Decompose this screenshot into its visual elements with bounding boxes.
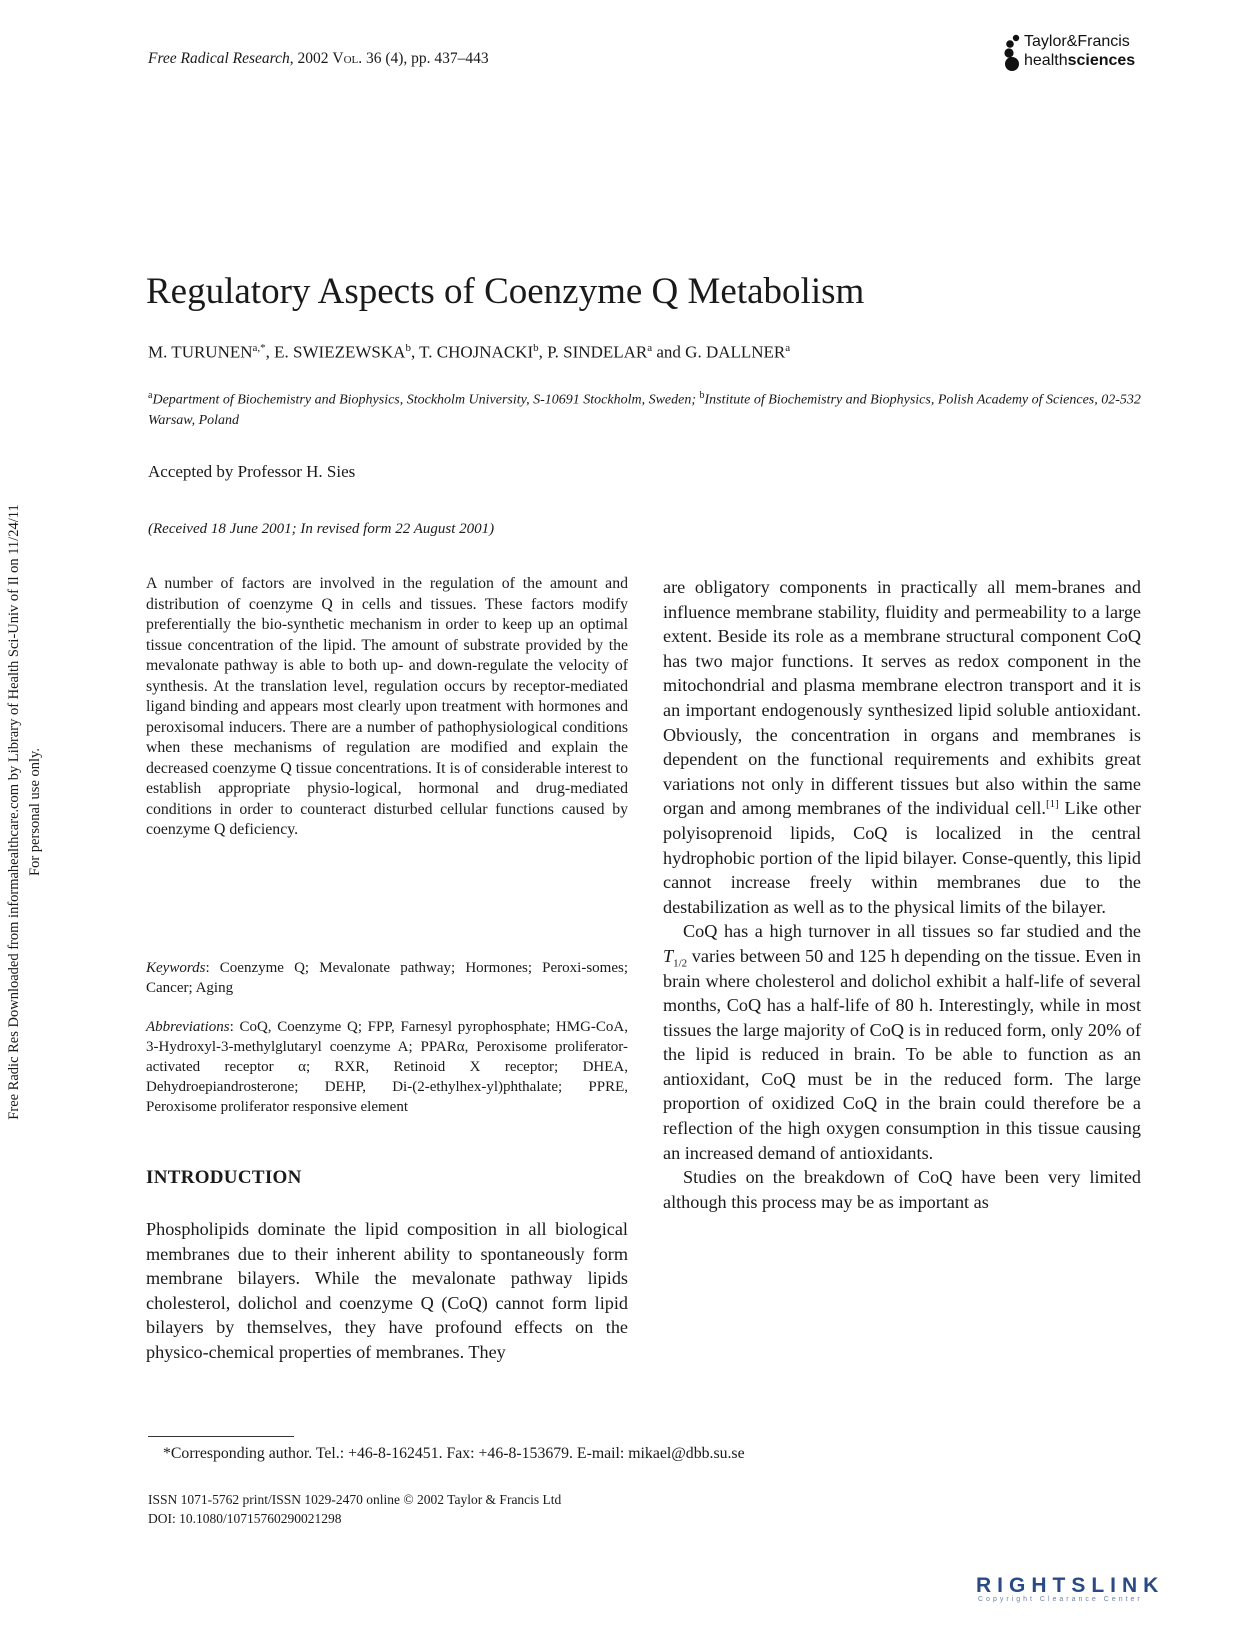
author-separator: and	[652, 342, 686, 362]
affiliations	[148, 386, 1148, 431]
body-paragraph-2: CoQ has a high turnover in all tissues so far studied and the $T_{1/2}$ varies between 50 and 125 h depending on the tissue. Even in brain where cholesterol and dolichol exhibit a half-life of several months, CoQ has a half-life of 80 h. Interestingly, while in most tissues the large majority of CoQ is in reduced form, only 20% of the lipid is reduced in brain. To be able to function as an antioxidant, CoQ must be in the reduced form. The large proportion of oxidized CoQ in the brain could therefore be a reflection of the high oxygen consumption in this tissue causing an increased demand of antioxidants.	[663, 921, 1141, 1163]
download-stamp	[0, 452, 50, 1172]
author-affiliation-marker: b	[533, 342, 539, 354]
journal-vol-label: Vol	[332, 50, 359, 67]
journal-vol-pages: . 36 (4), pp. 437–443	[358, 50, 489, 67]
body-paragraph-3: Studies on the breakdown of CoQ have been very limited although this process may be as important as	[663, 1167, 1141, 1212]
abbreviations-text: : CoQ, Coenzyme Q; FPP, Farnesyl pyrophosphate; HMG-CoA, 3-Hydroxyl-3-methylglutaryl coenzyme A; PPARα, Peroxisome proliferator-activated receptor α; RXR, Retinoid X receptor; DHEA, Dehydroepiandrosterone; DEHP, Di-(2-ethylhex-yl)phthalate; PPRE, Peroxisome proliferator responsive element	[146, 1019, 628, 1115]
journal-citation	[148, 50, 489, 68]
publisher-logo	[1003, 30, 1153, 74]
citation-ref[interactable]: [1]	[1045, 798, 1059, 811]
author-separator: ,	[265, 342, 275, 362]
author-name: E. SWIEZEWSKA	[274, 342, 406, 362]
publisher-logo-line2: healthsciences	[1024, 52, 1136, 69]
download-stamp-line2: For personal use only.	[27, 748, 43, 876]
abbreviations-label: Abbreviations	[146, 1019, 230, 1035]
keywords-text: : Coenzyme Q; Mevalonate pathway; Hormones; Peroxi-somes; Cancer; Aging	[146, 960, 628, 996]
journal-year: , 2002	[289, 50, 333, 67]
corresponding-author-footnote: *Corresponding author. Tel.: +46-8-162451. Fax: +46-8-153679. E-mail: mikael@dbb.su.se	[163, 1445, 745, 1462]
author-separator: ,	[538, 342, 548, 362]
received-dates: (Received 18 June 2001; In revised form 22 August 2001)	[148, 521, 495, 537]
abbreviations	[146, 1017, 628, 1117]
rightslink-logo-text: RIGHTSLINK	[976, 1574, 1165, 1597]
rightslink-logo-subtext: Copyright Clearance Center	[978, 1596, 1143, 1603]
affil-b: Institute of Biochemistry and Biophysics, Polish Academy of Sciences, 02-532 Warsaw, Poland	[148, 392, 1141, 428]
affil-a: Department of Biochemistry and Biophysics, Stockholm University, S-10691 Stockholm, Sweden;	[152, 392, 700, 408]
half-life-symbol: $T_{1/2}$	[663, 945, 688, 970]
body-paragraph-1: are obligatory components in practically all mem-branes and influence membrane stability, fluidity and permeability to a large extent. Beside its role as a membrane structural component CoQ has two major functions. It serves as redox component in the mitochondrial and plasma membrane electron transport and it is an important endogenously synthesized lipid soluble antioxidant. Obviously, the concentration in organs and membranes is dependent on the functional requirements and exhibits great variations not only in different tissues but also within the same organ and among membranes of the individual cell.[1] Like other polyisoprenoid lipids, CoQ is localized in the central hydrophobic portion of the lipid bilayer. Conse-quently, this lipid cannot increase freely within membranes due to the destabilization as well as to the physical limits of the bilayer.	[663, 577, 1141, 917]
author-affiliation-marker: a	[647, 342, 653, 354]
right-column	[663, 575, 1141, 1214]
author-affiliation-marker: b	[405, 342, 411, 354]
author-name: M. TURUNEN	[148, 342, 253, 362]
issn-line: ISSN 1071-5762 print/ISSN 1029-2470 online © 2002 Taylor & Francis Ltd	[148, 1492, 562, 1507]
journal-name: Free Radical Research	[148, 50, 290, 67]
issn-doi-block	[148, 1490, 561, 1528]
author-list	[148, 342, 790, 363]
author-separator: ,	[410, 342, 420, 362]
doi-line: DOI: 10.1080/10715760290021298	[148, 1511, 342, 1526]
section-heading-introduction: INTRODUCTION	[146, 1167, 302, 1188]
author-name: G. DALLNER	[685, 342, 786, 362]
keywords	[146, 958, 628, 998]
introduction-paragraph: Phospholipids dominate the lipid composition in all biological membranes due to their inherent ability to spontaneously form membrane bilayers. While the mevalonate pathway lipids cholesterol, dolichol and coenzyme Q (CoQ) cannot form lipid bilayers by themselves, they have profound effects on the physico-chemical properties of membranes. They	[146, 1219, 628, 1362]
affil-a-marker: a	[148, 390, 153, 401]
rightslink-logo[interactable]	[976, 1574, 1198, 1604]
footnote-rule	[148, 1436, 294, 1437]
author-affiliation-marker: a,*	[252, 342, 266, 354]
publisher-logo-line1: Taylor&Francis	[1024, 33, 1130, 50]
abstract: A number of factors are involved in the regulation of the amount and distribution of coenzyme Q in cells and tissues. These factors modify preferentially the bio-synthetic mechanism in order to keep up an optimal tissue concentration of the lipid. The amount of substrate provided by the mevalonate pathway is able to both up- and down-regulate the velocity of synthesis. At the translation level, regulation occurs by receptor-mediated ligand binding and appears most clearly upon treatment with hormones and peroxisomal inducers. There are a number of pathophysiological conditions when these mechanisms of regulation are modified and explain the decreased coenzyme Q tissue concentrations. It is of considerable interest to establish appropriate physio-logical, hormonal and drug-mediated conditions in order to counteract disturbed cellular functions caused by coenzyme Q deficiency.	[146, 575, 628, 838]
article-title: Regulatory Aspects of Coenzyme Q Metabolism	[146, 271, 865, 312]
keywords-label: Keywords	[146, 960, 206, 976]
accepted-by: Accepted by Professor H. Sies	[148, 462, 356, 481]
author-affiliation-marker: a	[785, 342, 791, 354]
download-stamp-line1: Free Radic Res Downloaded from informahealthcare.com by Library of Health Sci-Univ of Il on 11/24/11	[6, 504, 22, 1120]
author-name: T. CHOJNACKI	[419, 342, 534, 362]
affil-b-marker: b	[699, 390, 705, 401]
author-name: P. SINDELAR	[547, 342, 648, 362]
